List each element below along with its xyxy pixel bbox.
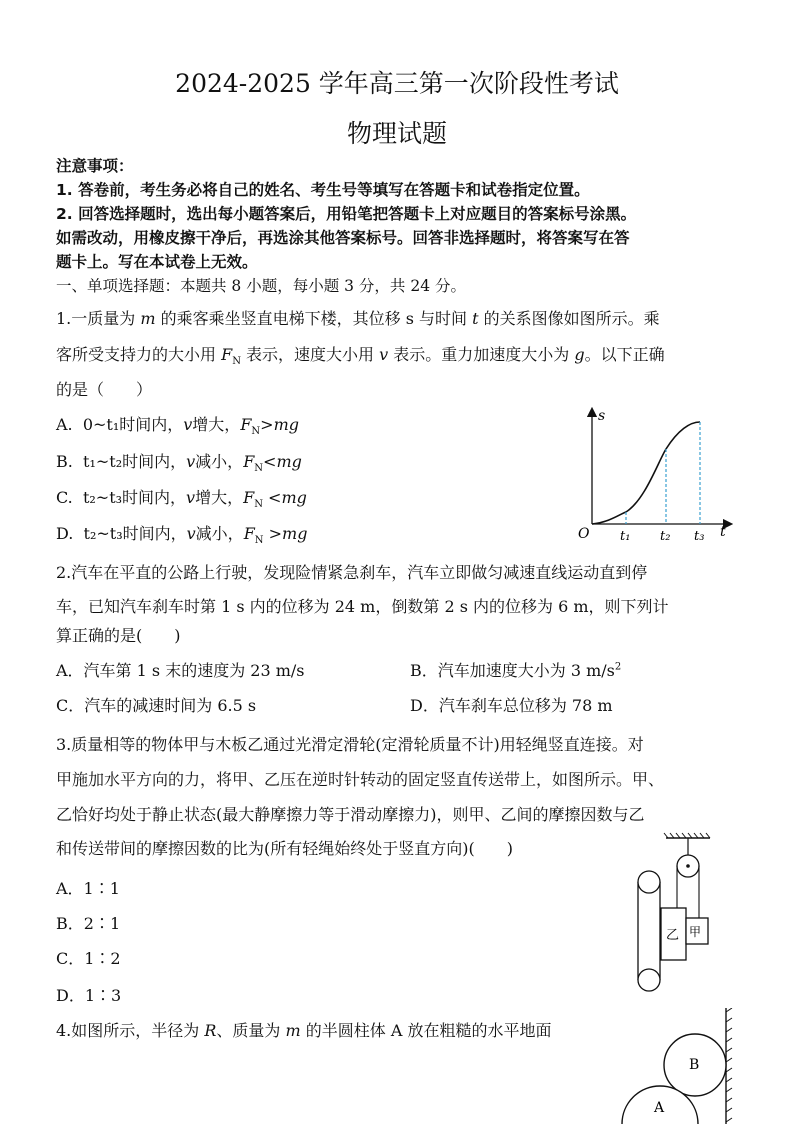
- q4-line-1: 4.如图所示，半径为 R、质量为 m 的半圆柱体 A 放在粗糙的水平地面: [56, 1021, 552, 1040]
- wall-hatch: [726, 1008, 732, 1122]
- q2-line-1: 2.汽车在平直的公路上行驶，发现险情紧急刹车，汽车立即做匀减速直线运动直到停: [56, 563, 648, 582]
- notes-heading: 注意事项：: [56, 157, 134, 175]
- note-2-line-2: 如需改动，用橡皮擦干净后，再选涂其他答案标号。回答非选择题时，将答案写在答: [56, 229, 630, 247]
- plank-yi-label: 乙: [666, 928, 680, 943]
- q1-option-a[interactable]: A. 0~t₁时间内，v增大，$F_N>mg$: [56, 415, 299, 438]
- q3-option-d[interactable]: D．1∶3: [56, 986, 122, 1005]
- q2-option-c[interactable]: C．汽车的减速时间为 6.5 s: [56, 696, 257, 715]
- q3-line-4: 和传送带间的摩擦因数的比为(所有轻绳始终处于竖直方向)( ): [56, 839, 513, 858]
- q2-option-d[interactable]: D．汽车刹车总位移为 78 m: [410, 696, 613, 715]
- q3-conveyor-figure: [628, 830, 728, 1002]
- q4-cylinder-figure: [604, 1008, 764, 1124]
- q1-option-d[interactable]: D. t₂~t₃时间内，v减小，$F_N >mg$: [56, 524, 308, 547]
- q2-option-b[interactable]: B．汽车加速度大小为 3 $m/s^2$: [410, 661, 622, 680]
- q2-option-a[interactable]: A．汽车第 1 s 末的速度为 23 m/s: [56, 661, 305, 680]
- q1-option-b[interactable]: B. t₁~t₂时间内，v减小，$F_N<mg$: [56, 452, 302, 475]
- q3-line-1: 3.质量相等的物体甲与木板乙通过光滑定滑轮(定滑轮质量不计)用轻绳竖直连接。对: [56, 735, 644, 754]
- graph-s-label: s: [598, 408, 606, 424]
- q3-option-a[interactable]: A．1∶1: [56, 879, 120, 898]
- note-2-line-3: 题卡上。写在本试卷上无效。: [56, 253, 258, 271]
- q1-line-1: 1.一质量为 m 的乘客乘坐竖直电梯下楼，其位移 s 与时间 t 的关系图像如图所示。乘: [56, 309, 660, 328]
- pulley-axle: [686, 864, 690, 868]
- q3-line-2: 甲施加水平方向的力，将甲、乙压在逆时针转动的固定竖直传送带上，如图所示。甲、: [56, 770, 665, 789]
- belt-bottom-roller: [638, 969, 660, 991]
- q1-line-3: 的是（ ）: [56, 380, 153, 399]
- exam-subtitle: 物理试题: [346, 119, 447, 148]
- q2-line-3: 算正确的是( ): [56, 626, 181, 645]
- q2-line-2: 车，已知汽车刹车时第 1 s 内的位移为 24 m，倒数第 2 s 内的位移为 6 m，则下列计: [56, 597, 669, 616]
- graph-t-axis-label: t: [720, 524, 726, 540]
- graph-curve: [592, 422, 700, 524]
- belt-top-roller: [638, 871, 660, 893]
- q1-s-t-graph: [570, 404, 740, 544]
- q3-option-c[interactable]: C．1∶2: [56, 949, 121, 968]
- block-jia-label: 甲: [689, 925, 702, 939]
- graph-origin-label: O: [578, 526, 590, 542]
- section-heading: 一、单项选择题：本题共 8 小题，每小题 3 分，共 24 分。: [56, 277, 467, 295]
- graph-t2-label: t₂: [660, 529, 671, 544]
- cylinder-b-label: B: [689, 1057, 700, 1073]
- exam-title: 2024-2025 学年高三第一次阶段性考试: [175, 69, 619, 98]
- graph-t1-label: t₁: [620, 529, 631, 544]
- half-cylinder-a-label: A: [654, 1100, 665, 1116]
- q1-option-c[interactable]: C. t₂~t₃时间内，v增大，$F_N <mg$: [56, 488, 307, 511]
- q3-option-b[interactable]: B．2∶1: [56, 914, 121, 933]
- note-2-line-1: 2. 回答选择题时，选出每小题答案后，用铅笔把答题卡上对应题目的答案标号涂黑。: [56, 205, 637, 223]
- graph-t3-label: t₃: [694, 529, 705, 544]
- notes: [56, 154, 636, 274]
- ceiling-hatch: [664, 833, 710, 838]
- q1-line-2: 客所受支持力的大小用 $F_N$ 表示，速度大小用 v 表示。重力加速度大小为 g。以下正确: [56, 345, 665, 368]
- q3-line-3: 乙恰好均处于静止状态(最大静摩擦力等于滑动摩擦力)，则甲、乙间的摩擦因数与乙: [56, 805, 645, 824]
- note-1: 1. 答卷前，考生务必将自己的姓名、考生号等填写在答题卡和试卷指定位置。: [56, 181, 590, 199]
